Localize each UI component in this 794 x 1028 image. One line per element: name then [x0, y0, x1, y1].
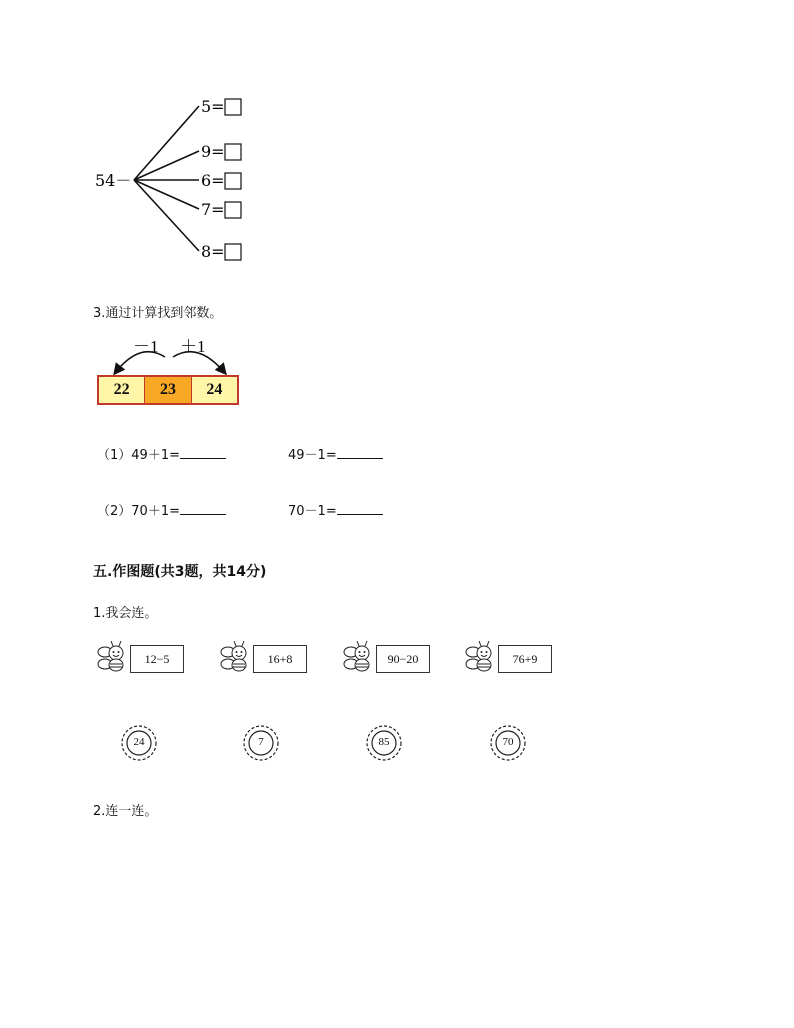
bee-expression: 12−5: [130, 645, 184, 673]
fan-item-label: 8=: [201, 242, 225, 261]
neighbor-cell-left: 22: [99, 377, 145, 403]
bee-expression: 90−20: [376, 645, 430, 673]
flower-card[interactable]: [242, 724, 280, 762]
question-3-title: 3.通过计算找到邻数。: [93, 306, 223, 321]
flower-card[interactable]: [365, 724, 403, 762]
bee-icon: [95, 640, 131, 674]
exercise-expression: 70＋1=: [131, 504, 180, 519]
fan-item-label: 7=: [201, 200, 225, 219]
neighbor-cell-right: 24: [192, 377, 237, 403]
bee-card[interactable]: [95, 640, 190, 672]
exercise-1-left: [97, 444, 226, 463]
exercise-number: （2）: [97, 504, 132, 519]
question-1-title: 1.我会连。: [93, 606, 158, 621]
exercise-2-right: [288, 500, 383, 519]
flower-number: 7: [258, 736, 264, 748]
plus-one-label: ＋1: [180, 337, 206, 356]
fan-line: [134, 180, 199, 209]
bee-expression: 76+9: [498, 645, 552, 673]
flower-number: 85: [378, 736, 390, 748]
flower-number: 70: [502, 736, 514, 748]
question-2-title: 2.连一连。: [93, 804, 158, 819]
fan-lines: [134, 106, 199, 251]
bee-card[interactable]: [463, 640, 558, 672]
neighbor-cell-middle: 23: [145, 377, 191, 403]
fan-base-label: 54－: [95, 171, 132, 190]
fan-line: [134, 151, 199, 180]
answer-blank[interactable]: [337, 444, 383, 459]
answer-blank[interactable]: [180, 444, 226, 459]
fan-diagram: [0, 0, 794, 290]
exercise-expression: 70－1=: [288, 504, 337, 519]
exercise-expression: 49＋1=: [131, 448, 180, 463]
fan-line: [134, 180, 199, 251]
bee-icon: [341, 640, 377, 674]
exercise-1-right: [288, 444, 383, 463]
answer-blank[interactable]: [337, 500, 383, 515]
bee-icon: [218, 640, 254, 674]
neighbor-arrows: [95, 333, 245, 378]
fan-line: [134, 106, 199, 180]
section-5-title: 五.作图题(共3题，共14分): [93, 564, 267, 580]
fan-item-label: 5=: [201, 97, 225, 116]
fan-item-label: 9=: [201, 142, 225, 161]
answer-box[interactable]: [225, 202, 241, 218]
answer-box[interactable]: [225, 99, 241, 115]
minus-one-label: －1: [133, 337, 159, 356]
exercise-2-left: [97, 500, 226, 519]
bee-card[interactable]: [218, 640, 313, 672]
flower-number: 24: [133, 736, 145, 748]
bee-icon: [463, 640, 499, 674]
flower-card[interactable]: [120, 724, 158, 762]
answer-box[interactable]: [225, 144, 241, 160]
neighbor-number-row: [97, 375, 239, 405]
flower-card[interactable]: [489, 724, 527, 762]
bee-card[interactable]: [341, 640, 436, 672]
exercise-number: （1）: [97, 448, 132, 463]
bee-expression: 16+8: [253, 645, 307, 673]
answer-box[interactable]: [225, 173, 241, 189]
answer-blank[interactable]: [180, 500, 226, 515]
answer-box[interactable]: [225, 244, 241, 260]
exercise-expression: 49－1=: [288, 448, 337, 463]
fan-item-label: 6=: [201, 171, 225, 190]
